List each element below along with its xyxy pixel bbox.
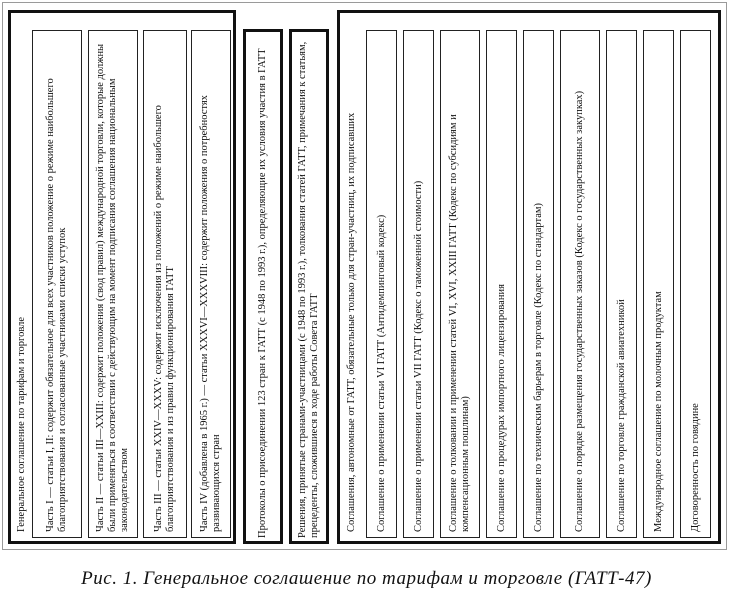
gatt-part-4-box [191, 30, 231, 538]
gatt-title-column [12, 15, 32, 539]
figure-caption: Рис. 1. Генеральное соглашение по тарифам и торговле (ГАТТ-47) [81, 568, 652, 589]
autonomous-agreements-box [337, 10, 721, 544]
gatt-agreement-box [8, 10, 236, 544]
autonomous-item-4-text: Соглашение о процедурах импортного лицензирования [495, 284, 507, 532]
autonomous-item-3-text: Соглашение о толковании и применении статей VI, XVI, XXIII ГАТТ (Кодекс по субсидиям и компенсационным пошлинам) [448, 114, 471, 532]
autonomous-item-8 [643, 30, 674, 538]
autonomous-item-5-text: Соглашение по техническим барьерам в торговле (Кодекс по стандартам) [532, 202, 544, 532]
autonomous-item-8-text: Международное соглашение по молочным продуктам [652, 291, 664, 532]
accession-protocols-box [243, 29, 283, 544]
autonomous-item-9-text: Договоренность по говядине [689, 403, 701, 532]
gatt-part-3-text: Часть III — статьи XXIV—XXXV: содержит исключения из положений о режиме наибольшего благоприятствования и из правил функционирования ГАТТ [153, 105, 176, 532]
autonomous-item-2 [403, 30, 434, 538]
autonomous-item-4 [486, 30, 517, 538]
gatt-part-1-box [32, 30, 82, 538]
autonomous-title-column [341, 15, 363, 539]
gatt-part-1-text: Часть I — статьи I, II: содержит обязательное для всех участников положение о режиме наибольшего благоприятствования и согласованные участниками списки уступок [45, 78, 68, 532]
decisions-box [289, 29, 329, 544]
gatt-part-3-box [143, 30, 187, 538]
autonomous-item-1 [366, 30, 397, 538]
autonomous-item-2-text: Соглашение о применении статьи VII ГАТТ (Кодекс о таможенной стоимости) [412, 180, 424, 532]
autonomous-item-7 [606, 30, 637, 538]
autonomous-item-7-text: Соглашение по торговле гражданской авиатехникой [615, 299, 627, 532]
decisions-text: Решения, принятые странами-участницами (с 1948 по 1993 г.), толкования статей ГАТТ, примечания к статьям, прецеденты, сложившиеся в ходе работы Совета ГАТТ [297, 41, 320, 538]
autonomous-item-3 [440, 30, 480, 538]
autonomous-item-1-text: Соглашение о применении статьи VI ГАТТ (Антидемпинговый кодекс) [375, 214, 387, 532]
gatt-part-2-box [88, 30, 138, 538]
autonomous-item-5 [523, 30, 554, 538]
gatt-title: Генеральное соглашение по тарифам и торговле [16, 316, 27, 532]
autonomous-item-9 [680, 30, 711, 538]
autonomous-item-6-text: Соглашение о порядке размещения государственных заказов (Кодекс о государственных закупках) [574, 90, 585, 532]
autonomous-item-6 [560, 30, 600, 538]
gatt-part-4-text: Часть IV (добавлена в 1965 г.) — статьи XXXVI—XXXVIII: содержит положения о потребностях развивающихся стран [199, 95, 222, 532]
gatt-part-2-text: Часть II — статьи III—XXIII: содержит положения (свод правил) международной торговли, которые должны были применяться в соответствии с действующим на момент подписания соглашения национальным законодательством [95, 43, 130, 532]
accession-protocols-text: Протоколы о присоединении 123 стран к ГАТТ (с 1948 по 1993 г.), определяющие их условия участия в ГАТТ [257, 47, 268, 538]
autonomous-title: Соглашения, автономные от ГАТТ, обязательные только для стран-участниц, их подписавших [346, 112, 357, 532]
